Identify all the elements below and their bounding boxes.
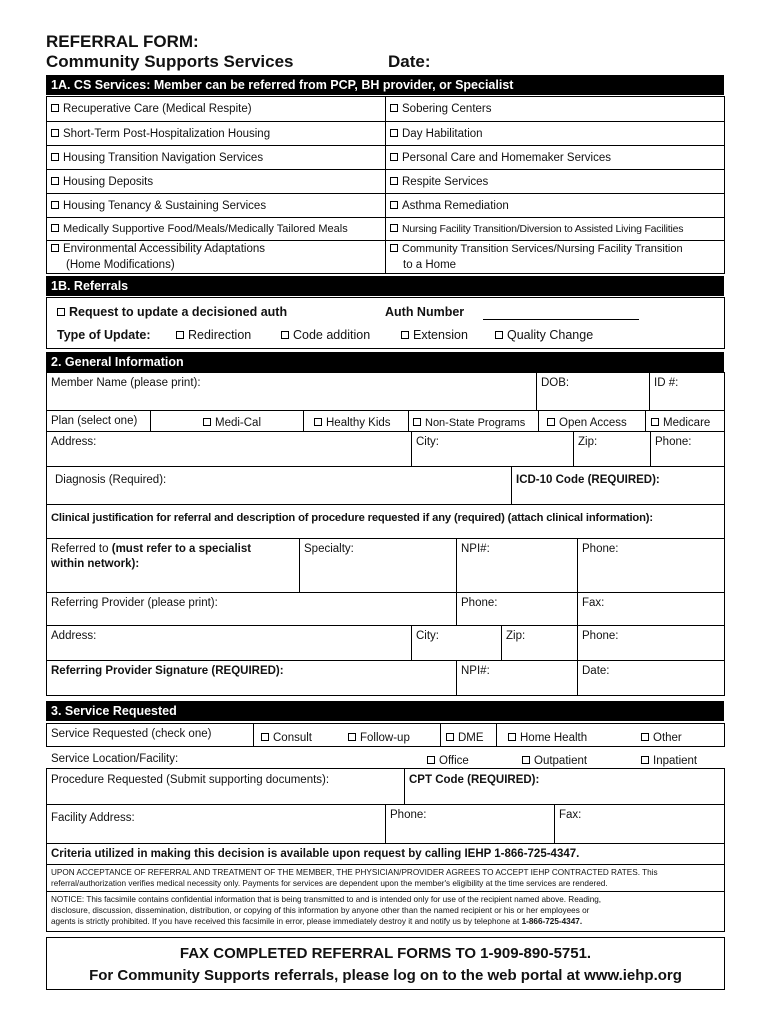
checkbox-housing-transition[interactable]: Housing Transition Navigation Services: [51, 151, 263, 166]
checkbox-community-transition[interactable]: Community Transition Services/Nursing Facility Transition: [390, 242, 683, 257]
id-field[interactable]: ID #:: [649, 372, 725, 411]
footer-box: [46, 937, 725, 990]
checkbox-asthma[interactable]: Asthma Remediation: [390, 199, 509, 214]
checkbox-home-health[interactable]: Home Health: [508, 731, 587, 746]
form-subtitle: Community Supports Services: [46, 52, 294, 71]
form-title: REFERRAL FORM:: [46, 32, 199, 51]
checkbox-nursing-facility[interactable]: Nursing Facility Transition/Diversion to Assisted Living Facilities: [390, 222, 683, 237]
member-zip-field[interactable]: Zip:: [573, 431, 651, 467]
signature-npi-field[interactable]: NPI#:: [456, 660, 578, 696]
confidentiality-notice: NOTICE: This facsimile contains confidential information that is being transmitted to and is intended only for use of the recipient named above. Reading, disclosure, discussion, dissemination, distribution, or copying of this information by anyone other than the named recipient or his or her employees or agents is strictly prohibited. If you have received this facsimile in error, please immediately destroy it and notify us by telephone at 1-866-725-4347.: [46, 891, 725, 932]
dob-field[interactable]: DOB:: [536, 372, 650, 411]
checkbox-sobering-centers[interactable]: Sobering Centers: [390, 102, 492, 117]
portal-instruction: For Community Supports referrals, please log on to the web portal at www.iehp.org: [89, 967, 682, 984]
checkbox-redirection[interactable]: Redirection: [176, 328, 251, 343]
checkbox-respite[interactable]: Respite Services: [390, 175, 488, 190]
acceptance-notice: UPON ACCEPTANCE OF REFERRAL AND TREATMENT OF THE MEMBER, THE PHYSICIAN/PROVIDER AGREES TO ACCEPT IEHP CONTRACTED RATES. This referral/authorization verifies medical necessity only. Payments for services are dependent upon the member's eligibility at the time services are rendered.: [46, 864, 725, 892]
icd10-field[interactable]: ICD-10 Code (REQUIRED):: [511, 466, 725, 505]
member-city-field[interactable]: City:: [411, 431, 574, 467]
checkbox-other[interactable]: Other: [641, 731, 682, 746]
date-label: Date:: [388, 52, 431, 71]
referred-npi-field[interactable]: NPI#:: [456, 538, 578, 593]
plan-label: Plan (select one): [51, 415, 138, 427]
clinical-justification-field[interactable]: Clinical justification for referral and description of procedure requested if any (required) (attach clinical information):: [46, 504, 725, 539]
checkbox-consult[interactable]: Consult: [261, 731, 312, 746]
checkbox-code-addition[interactable]: Code addition: [281, 328, 370, 343]
checkbox-housing-tenancy[interactable]: Housing Tenancy & Sustaining Services: [51, 199, 266, 214]
section-1b-heading: 1B. Referrals: [46, 276, 724, 296]
facility-phone-field[interactable]: Phone:: [385, 804, 555, 844]
cpt-code-field[interactable]: CPT Code (REQUIRED):: [404, 768, 725, 805]
checkbox-quality-change[interactable]: Quality Change: [495, 328, 593, 343]
checkbox-short-term-housing[interactable]: Short-Term Post-Hospitalization Housing: [51, 127, 270, 142]
facility-fax-field[interactable]: Fax:: [554, 804, 725, 844]
referring-zip-field[interactable]: Zip:: [501, 625, 578, 661]
member-address-field[interactable]: Address:: [46, 431, 412, 467]
referred-to-field[interactable]: Referred to (must refer to a specialist within network):: [46, 538, 300, 593]
referring-city-field[interactable]: City:: [411, 625, 502, 661]
criteria-notice: Criteria utilized in making this decision is available upon request by calling IEHP 1-866-725-4347.: [46, 843, 725, 865]
facility-address-field[interactable]: Facility Address:: [46, 804, 386, 844]
signature-field[interactable]: Referring Provider Signature (REQUIRED):: [46, 660, 457, 696]
referring-provider-field[interactable]: Referring Provider (please print):: [46, 592, 457, 626]
checkbox-recuperative-care[interactable]: Recuperative Care (Medical Respite): [51, 102, 252, 117]
section-2-heading: 2. General Information: [46, 352, 724, 372]
checkbox-medicare[interactable]: Medicare: [651, 416, 710, 431]
checkbox-medical-meals[interactable]: Medically Supportive Food/Meals/Medically Tailored Meals: [51, 222, 348, 237]
specialty-field[interactable]: Specialty:: [299, 538, 457, 593]
checkbox-outpatient[interactable]: Outpatient: [522, 754, 587, 769]
procedure-field[interactable]: Procedure Requested (Submit supporting documents):: [46, 768, 405, 805]
community-transition-sub: to a Home: [403, 259, 457, 271]
section-3-heading: 3. Service Requested: [46, 701, 724, 721]
checkbox-environmental-adaptations[interactable]: Environmental Accessibility Adaptations: [51, 242, 265, 257]
checkbox-personal-care[interactable]: Personal Care and Homemaker Services: [390, 151, 611, 166]
service-requested-label: Service Requested (check one): [51, 728, 212, 740]
section-1a-heading: 1A. CS Services: Member can be referred from PCP, BH provider, or Specialist: [46, 75, 724, 95]
checkbox-healthy-kids[interactable]: Healthy Kids: [314, 416, 391, 431]
type-of-update-label: Type of Update:: [57, 328, 151, 342]
fax-instruction: FAX COMPLETED REFERRAL FORMS TO 1-909-890-5751.: [179, 945, 592, 962]
environmental-adaptations-sub: (Home Modifications): [66, 259, 175, 271]
checkbox-day-habilitation[interactable]: Day Habilitation: [390, 127, 483, 142]
checkbox-inpatient[interactable]: Inpatient: [641, 754, 697, 769]
checkbox-office[interactable]: Office: [427, 754, 469, 769]
auth-number-line[interactable]: [483, 319, 639, 320]
referred-phone-field[interactable]: Phone:: [577, 538, 725, 593]
signature-date-field[interactable]: Date:: [577, 660, 725, 696]
member-name-field[interactable]: Member Name (please print):: [46, 372, 537, 411]
service-location-label: Service Location/Facility:: [51, 753, 179, 765]
checkbox-open-access[interactable]: Open Access: [547, 416, 627, 431]
referring-address-field[interactable]: Address:: [46, 625, 412, 661]
referring-phone-field[interactable]: Phone:: [456, 592, 578, 626]
checkbox-dme[interactable]: DME: [446, 731, 484, 746]
referring-phone2-field[interactable]: Phone:: [577, 625, 725, 661]
auth-number-label: Auth Number: [385, 305, 465, 319]
checkbox-update-auth[interactable]: Request to update a decisioned auth: [57, 305, 287, 320]
checkbox-extension[interactable]: Extension: [401, 328, 468, 343]
checkbox-follow-up[interactable]: Follow-up: [348, 731, 410, 746]
checkbox-non-state[interactable]: Non-State Programs: [413, 416, 525, 431]
member-phone-field[interactable]: Phone:: [650, 431, 725, 467]
checkbox-medi-cal[interactable]: Medi-Cal: [203, 416, 261, 431]
diagnosis-field[interactable]: Diagnosis (Required):: [46, 466, 512, 505]
checkbox-housing-deposits[interactable]: Housing Deposits: [51, 175, 153, 190]
referring-fax-field[interactable]: Fax:: [577, 592, 725, 626]
